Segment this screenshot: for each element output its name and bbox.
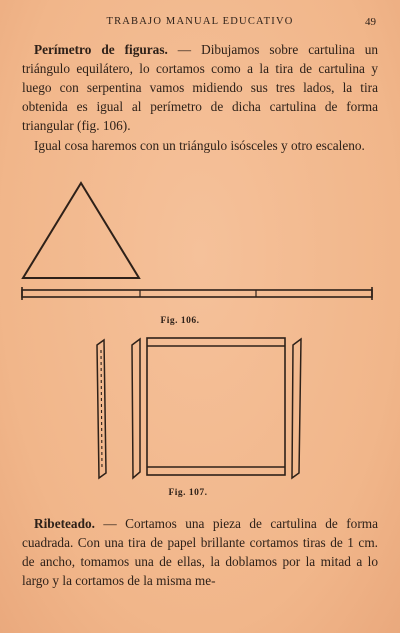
- section-heading-ribeteado: Ribeteado.: [34, 516, 95, 531]
- equilateral-triangle: [23, 183, 139, 278]
- figure-106-caption: Fig. 106.: [160, 316, 200, 326]
- paragraph-ribeteado-text: — Cortamos una pieza de cartulina de forma cuadrada. Con una tira de papel brillante cortamos tiras de 1 cm. de ancho, tomamos una de ellas, la doblamos por la mitad a lo largo y la cortamos de la misma me-: [22, 516, 378, 588]
- folded-strip-left: [97, 340, 106, 478]
- section-heading-perimetro: Perímetro de figuras.: [34, 42, 168, 57]
- figure-107-caption: Fig. 107.: [168, 488, 208, 498]
- ribbon-strip-right: [292, 339, 301, 478]
- ribbon-strip-left: [132, 339, 140, 478]
- paragraph-perimetro-text: — Dibujamos sobre cartulina un triángulo equilátero, lo cortamos como a la tira de cartulina y luego con serpentina vamos midiendo sus tres lados, la tira obtenida es igual al perímetro de dicha cartulina de forma triangular (fig. 106).: [22, 42, 379, 133]
- running-title: TRABAJO MANUAL EDUCATIVO: [106, 16, 294, 27]
- square-card: [147, 338, 285, 475]
- page-number: 49: [365, 16, 376, 28]
- paragraph-ribeteado: [22, 514, 378, 590]
- paragraph-igual: Igual cosa haremos con un triángulo isósceles y otro escaleno.: [34, 138, 365, 153]
- perimeter-strip: [22, 287, 372, 300]
